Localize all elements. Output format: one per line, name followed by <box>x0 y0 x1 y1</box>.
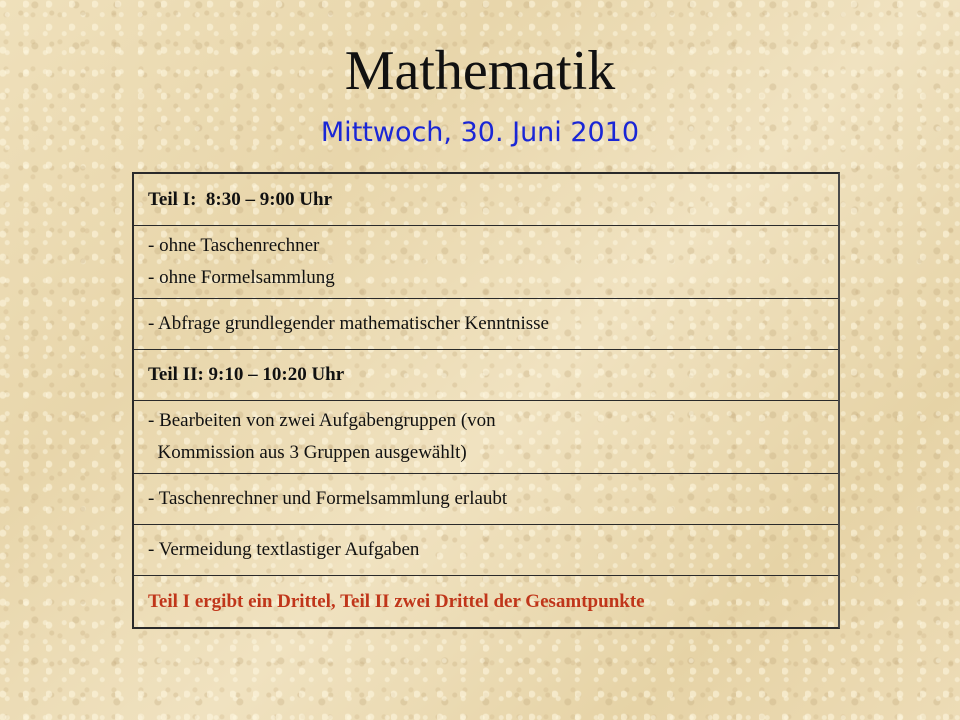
table-row-part1-content <box>134 298 838 349</box>
scoring-summary-text: Teil I ergibt ein Drittel, Teil II zwei Drittel der Gesamtpunkte <box>148 590 645 612</box>
table-row-part2-tasks <box>134 400 838 473</box>
avoid-text-heavy-item: - Vermeidung textlastiger Aufgaben <box>148 539 420 560</box>
page-title: Mathematik <box>344 40 616 102</box>
no-formula-collection-item: - ohne Formelsammlung <box>148 267 335 288</box>
table-row-part2-style <box>134 524 838 575</box>
no-calculator-item: - ohne Taschenrechner <box>148 235 320 256</box>
table-row-scoring-summary <box>134 575 838 627</box>
basic-knowledge-item: - Abfrage grundlegender mathematischer Kenntnisse <box>148 313 549 334</box>
calculator-allowed-item: - Taschenrechner und Formelsammlung erlaubt <box>148 488 508 509</box>
table-row-part1-restrictions <box>134 225 838 298</box>
part1-time-label: Teil I: 8:30 – 9:00 Uhr <box>148 188 333 210</box>
table-row-part2-tools <box>134 473 838 524</box>
date-subtitle: Mittwoch, 30. Juni 2010 <box>320 117 640 148</box>
task-groups-item-line2: Kommission aus 3 Gruppen ausgewählt) <box>148 442 467 463</box>
table-row-part1-header <box>134 174 838 225</box>
exam-schedule-table <box>132 172 840 629</box>
part2-time-label: Teil II: 9:10 – 10:20 Uhr <box>148 364 345 385</box>
task-groups-item-line1: - Bearbeiten von zwei Aufgabengruppen (von <box>148 410 496 431</box>
table-row-part2-header <box>134 349 838 400</box>
